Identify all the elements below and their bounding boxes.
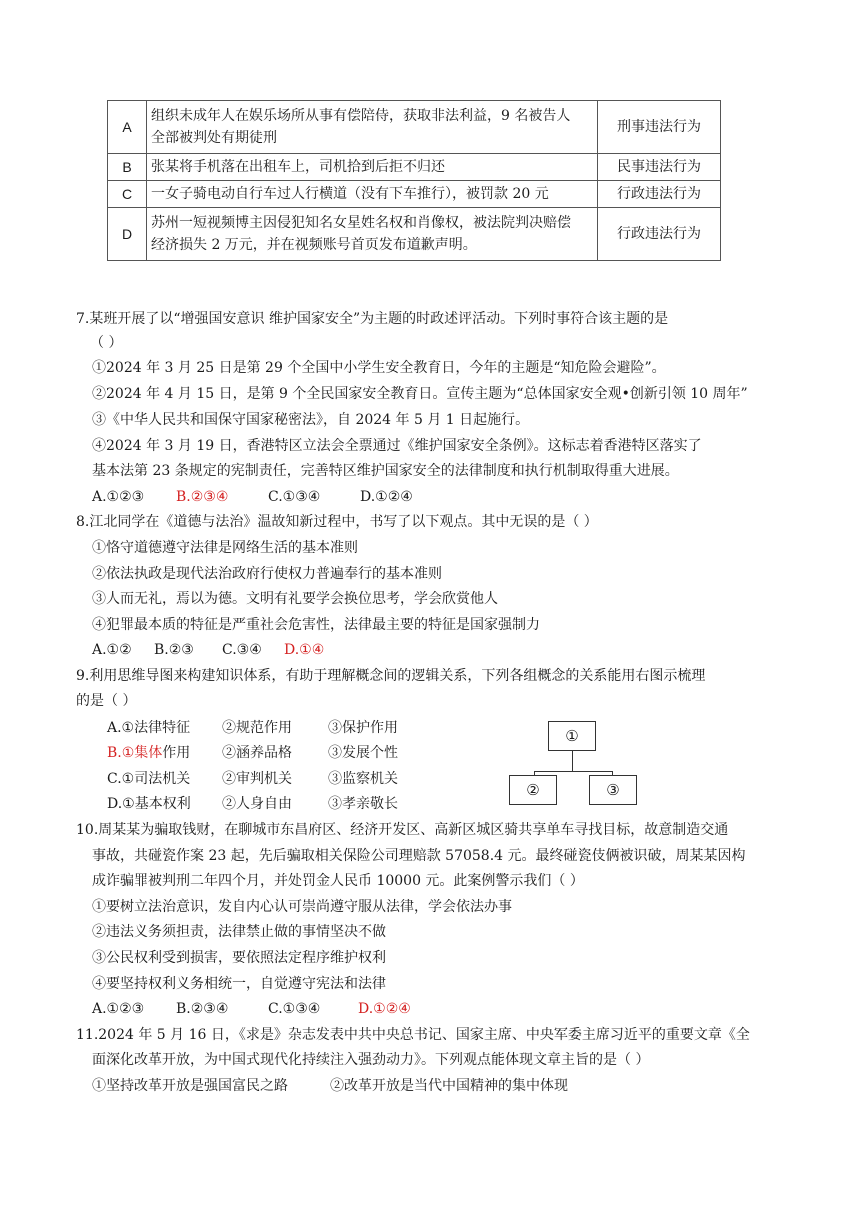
q9-option-a-1: A.①法律特征 [107, 720, 191, 736]
q7-statement-1: ①2024 年 3 月 25 日是第 29 个全国中小学生安全教育日，今年的主题是“知危险会避险”。 [92, 360, 666, 376]
row-letter: B [108, 154, 147, 181]
q8-statement-3: ③人而无礼，焉以为德。文明有礼要学会换位思考，学会欣赏他人 [92, 591, 498, 607]
q9-option-a-3: ③保护作用 [328, 720, 398, 736]
options-table [107, 100, 721, 261]
q7-stem: 7.某班开展了以“增强国安意识 维护国家安全”为主题的时政述评活动。下列时事符合该主题的是 [76, 311, 669, 327]
q9-option-a-2: ②规范作用 [222, 720, 292, 736]
diagram-connector [572, 751, 573, 771]
q8-option-d-correct: D.①④ [284, 642, 325, 658]
q11-statement-1: ①坚持改革开放是强国富民之路 [92, 1078, 288, 1094]
row-text: 组织未成年人在娱乐场所从事有偿陪侍，获取非法利益，9 名被告人 全部被判处有期徒刑 [147, 101, 598, 154]
q11-stem-cont: 面深化改革开放，为中国式现代化持续注入强劲动力》。下列观点能体现文章主旨的是（ ） [92, 1052, 650, 1068]
table-row [108, 208, 721, 261]
q9-option-d-3: ③孝亲敬长 [328, 796, 398, 812]
row-letter: A [108, 101, 147, 154]
row-text: 一女子骑电动自行车过人行横道（没有下车推行），被罚款 20 元 [147, 181, 598, 208]
q9-option-c-1: C.①司法机关 [107, 771, 191, 787]
row-kind: 刑事违法行为 [598, 101, 721, 154]
row-text: 苏州一短视频博主因侵犯知名女星姓名权和肖像权，被法院判决赔偿 经济损失 2 万元，并在视频账号首页发布道歉声明。 [147, 208, 598, 261]
q8-option-c: C.③④ [222, 642, 262, 658]
row-letter: D [108, 208, 147, 261]
q8-statement-1: ①恪守道德遵守法律是网络生活的基本准则 [92, 540, 358, 556]
row-letter: C [108, 181, 147, 208]
diagram-node-right: ③ [589, 775, 637, 805]
q9-option-d-1: D.①基本权利 [107, 796, 191, 812]
q9-option-b-2: ②涵养品格 [222, 745, 292, 761]
row-kind: 行政违法行为 [598, 181, 721, 208]
q7-option-c: C.①③④ [268, 489, 321, 505]
table-row [108, 154, 721, 181]
q7-statement-4: ④2024 年 3 月 19 日，香港特区立法会全票通过《维护国家安全条例》。这标志着香港特区落实了 [92, 438, 702, 454]
q9-option-d-2: ②人身自由 [222, 796, 292, 812]
q9-option-b-correct-mark: B.①集体 [107, 745, 163, 761]
table-row [108, 101, 721, 154]
row-kind: 民事违法行为 [598, 154, 721, 181]
q7-statement-4-cont: 基本法第 23 条规定的宪制责任，完善特区维护国家安全的法律制度和执行机制取得重大进展。 [92, 463, 679, 479]
q10-statement-3: ③公民权利受到损害，要依照法定程序维护权利 [92, 950, 386, 966]
q7-option-b-correct: B.②③④ [176, 489, 229, 505]
q11-statement-2: ②改革开放是当代中国精神的集中体现 [330, 1078, 568, 1094]
q8-option-b: B.②③ [154, 642, 194, 658]
q10-statement-4: ④要坚持权利义务相统一，自觉遵守宪法和法律 [92, 976, 386, 992]
q10-option-b: B.②③④ [176, 1001, 229, 1017]
q8-option-a: A.①② [92, 642, 132, 658]
q7-answer-blank: （ ） [90, 335, 123, 351]
row-text: 张某将手机落在出租车上，司机拾到后拒不归还 [147, 154, 598, 181]
q10-statement-2: ②违法义务须担责，法律禁止做的事情坚决不做 [92, 924, 386, 940]
q10-option-c: C.①③④ [268, 1001, 321, 1017]
diagram-connector [534, 771, 612, 772]
q8-stem: 8.江北同学在《道德与法治》温故知新过程中，书写了以下观点。其中无误的是（ ） [76, 514, 598, 530]
q10-option-a: A.①②③ [92, 1001, 145, 1017]
q9-option-c-3: ③监察机关 [328, 771, 398, 787]
row-kind: 行政违法行为 [598, 208, 721, 261]
q8-statement-2: ②依法执政是现代法治政府行使权力普遍奉行的基本准则 [92, 566, 442, 582]
q9-stem: 9.利用思维导图来构建知识体系，有助于理解概念间的逻辑关系，下列各组概念的关系能用右图示梳理 [76, 668, 706, 684]
q10-statement-1: ①要树立法治意识，发自内心认可崇尚遵守服从法律，学会依法办事 [92, 899, 512, 915]
q7-option-a: A.①②③ [92, 489, 145, 505]
q10-stem: 10.周某某为骗取钱财，在聊城市东昌府区、经济开发区、高新区城区骑共享单车寻找目标，故意制造交通 [76, 822, 729, 838]
q7-statement-2: ②2024 年 4 月 15 日，是第 9 个全民国家安全教育日。宣传主题为“总体国家安全观•创新引领 10 周年” [92, 386, 748, 402]
q10-option-d-correct: D.①②④ [358, 1001, 411, 1017]
diagram-node-top: ① [548, 721, 596, 751]
q7-statement-3: ③《中华人民共和国保守国家秘密法》，自 2024 年 5 月 1 日起施行。 [92, 412, 530, 428]
q9-option-b-1: B.①集体作用 [107, 745, 191, 761]
q10-stem-cont-2: 成诈骗罪被判刑二年四个月，并处罚金人民币 10000 元。此案例警示我们（ ） [92, 873, 584, 889]
q7-option-d: D.①②④ [360, 489, 413, 505]
table-row [108, 181, 721, 208]
q9-option-c-2: ②审判机关 [222, 771, 292, 787]
q8-statement-4: ④犯罪最本质的特征是严重社会危害性，法律最主要的特征是国家强制力 [92, 617, 540, 633]
q10-stem-cont-1: 事故，共碰瓷作案 23 起，先后骗取相关保险公司理赔款 57058.4 元。最终碰瓷伎俩被识破，周某某因构 [92, 848, 746, 864]
diagram-node-left: ② [509, 775, 557, 805]
q9-stem-cont: 的是（ ） [76, 693, 137, 709]
q9-option-b-3: ③发展个性 [328, 745, 398, 761]
q11-stem: 11.2024 年 5 月 16 日，《求是》杂志发表中共中央总书记、国家主席、中央军委主席习近平的重要文章《全 [76, 1027, 750, 1043]
